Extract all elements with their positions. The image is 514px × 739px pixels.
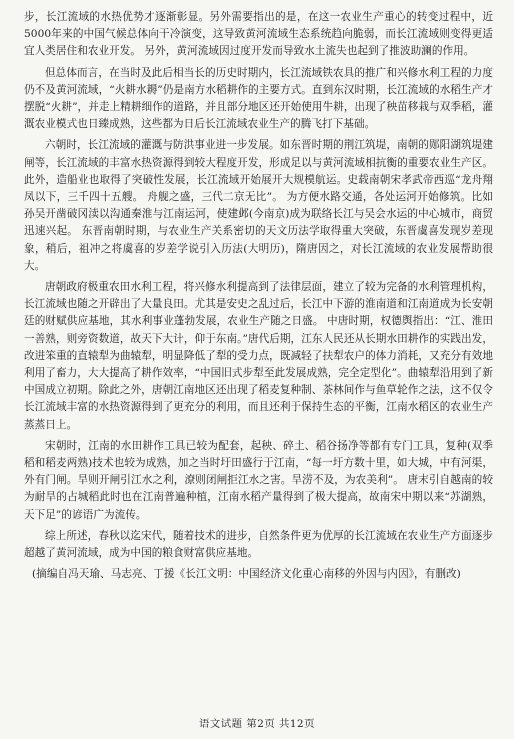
page-footer: 语文试题 第2页 共12页 (198, 718, 316, 730)
paragraph-6: 综上所述，春秋以迄宋代，随着技术的进步，自然条件更为优厚的长江流域在农业生产方面逐步超越了黄河流域，成为中国的粮食财富供应基地。 (24, 529, 493, 560)
source-citation: (摘编自冯天瑜、马志亮、丁援《长江文明：中国经济文化重心南移的外因与内因》，有删改) (32, 568, 461, 581)
paragraph-5: 宋朝时，江南的水田耕作工具已较为配套，起秧、碎土、稻谷扬净等都有专门工具，复种(双季稻和稻麦两熟)技术也较为成熟，加之当时圩田盛行于江南，“每一圩方数十里，如大城，中有河渠，外有门闸。旱则开闸引江水之利，潦则闭闸拒江水之害。旱涝不及，为农美利”。 唐末引自越南的较为耐旱的占城稻此时也在江南普遍种植，江南水稻产量得到了极大提高，故南宋中期以来“苏湖熟，天下足”的谚语广为流传。 (24, 439, 493, 521)
paragraph-3: 六朝时，长江流域的灌溉与防洪事业进一步发展。如东晋时期的荆江筑堤，南朝的郧阳湖筑堤建闸等，长江流域的丰富水热资源得到较大程度开发，形成足以与黄河流域相抗衡的重要农业生产区。此外，造船业也取得了突破性发展，长江流域开始展开大规模航运。史载南朝宋孝武帝西巡“龙舟翔凤以下，三千四十五艘。 舟舰之盛，三代二京无比”。 为方便水路交通，各处运河开始修筑。比如孙吴开凿破冈渎以沟通秦淮与江南运河，使建邺(今南京)成为联络长江与吴会水运的中心城市，商贸迅速兴起。 东晋南朝时期，与农业生产关系密切的天文历法学取得重大突破，东晋虞喜发现岁差现象，稍后，祖冲之将虞喜的岁差学说引入历法(大明历)，隋唐因之，对长江流域的农业发展帮助很大。 (24, 139, 493, 272)
paragraph-4: 唐朝政府极重农田水利工程，将兴修水利提高到了法律层面，建立了较为完备的水利管理机构，长江流域也随之开辟出了大量良田。尤其是安史之乱过后，长江中下游的淮南道和江南道成为长安朝廷的财赋供应基地，其水利事业蓬勃发展，农业生产随之日盛。 中唐时期，权德舆指出：“江、淮田一善熟，则旁资数道，故天下大计，仰于东南。”唐代后期，江东人民还从长期水田耕作的实践出发，改进笨重的直辕犁为曲辕犁，明显降低了犁的受力点，既减轻了扶犁农户的体力消耗，又充分有效地利用了畜力，大大提高了耕作效率，“中国旧式步犁至此发展成熟，完全定型化”。曲辕犁沿用到了新中国成立初期。除此之外，唐朝江南地区还出现了稻麦复种制、茶林间作与鱼草轮作之法，这不仅令长江流域丰富的水热资源得到了更充分的利用，而且还利于保持生态的平衡，江南水稻区的农业生产蒸蒸日上。 (24, 281, 493, 431)
paragraph-1: 步，长江流域的水热优势才逐渐彰显。另外需要指出的是，在这一农业生产重心的转变过程中，近5000年来的中国气候总体向干冷演变，这导致黄河流域生态系统趋向脆弱，而长江流域则变得更适宜人类居住和农业开发。 另外，黄河流域因过度开发而导致水土流失也起到了推波助澜的作用。 (24, 11, 493, 58)
paragraph-2: 但总体而言，在当时及此后相当长的历史时期内，长江流域铁农具的推广和兴修水利工程的力度仍不及黄河流域，“火耕水耨”仍是南方水稻耕作的主要方式。直到东汉时期，长江流域的水稻生产才摆脱“火耕”，并走上精耕细作的道路，并且部分地区还开始使用牛耕，出现了秧苗移栽与双季稻，灌溉农业模式也日臻成熟，这些都为日后长江流域农业生产的腾飞打下基础。 (24, 66, 493, 131)
